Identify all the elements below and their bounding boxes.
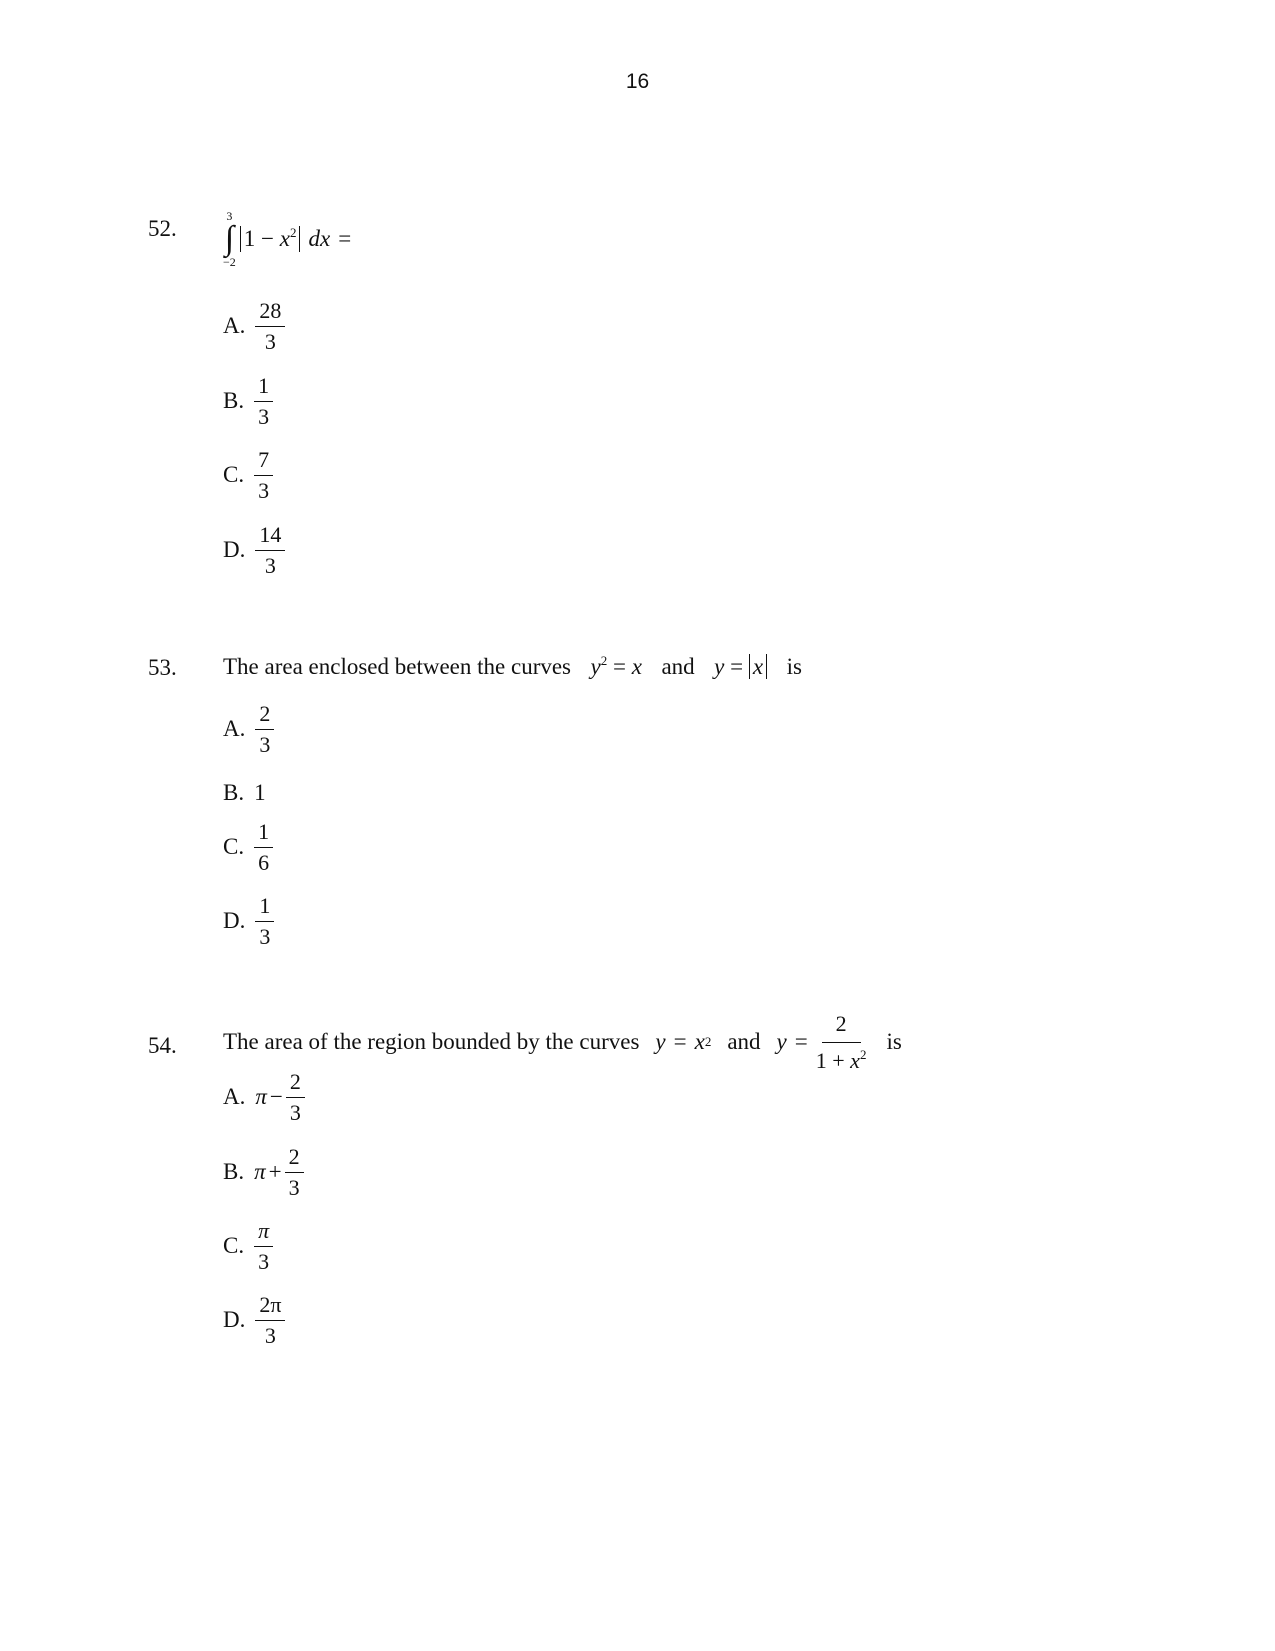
fraction-numerator: 2 xyxy=(822,1010,861,1043)
question-54-option-c[interactable] xyxy=(223,1217,273,1275)
option-value: 1 xyxy=(254,780,266,805)
curve1-exponent: 2 xyxy=(704,1034,712,1049)
question-53-option-d[interactable] xyxy=(223,892,274,950)
curve1-equals: = xyxy=(612,654,626,679)
option-label: B. xyxy=(223,388,245,413)
stem-text-before: The area of the region bounded by the curves xyxy=(223,1029,640,1054)
curve2-equals: = xyxy=(794,1029,808,1054)
pi-symbol: π xyxy=(254,1159,266,1184)
fraction-numerator: 2 xyxy=(285,1143,304,1173)
curve1-exponent: 2 xyxy=(600,653,608,668)
option-label: B. xyxy=(223,1159,245,1184)
curve1-variable: x xyxy=(694,1029,705,1054)
option-label: D. xyxy=(223,1307,246,1332)
question-53-option-c[interactable] xyxy=(223,818,273,876)
fraction-numerator: 1 xyxy=(255,892,274,922)
curve1-rhs: x xyxy=(631,654,642,679)
option-fraction xyxy=(285,1143,304,1201)
fraction-denominator: 3 xyxy=(264,328,276,354)
option-fraction xyxy=(255,297,285,355)
option-label: A. xyxy=(223,313,246,338)
option-label: D. xyxy=(223,908,246,933)
question-54-stem xyxy=(223,1010,902,1074)
question-52-option-d[interactable] xyxy=(223,521,285,579)
option-fraction xyxy=(255,892,274,950)
question-54-option-a[interactable] xyxy=(223,1068,305,1126)
question-52-option-b[interactable] xyxy=(223,372,273,430)
integral-limits xyxy=(223,210,236,268)
fraction-numerator: 14 xyxy=(255,521,285,551)
option-operator: + xyxy=(268,1159,282,1184)
denominator-constant: 1 xyxy=(815,1047,827,1073)
fraction-denominator: 3 xyxy=(288,1174,300,1200)
fraction-numerator: 7 xyxy=(254,446,273,476)
option-label: C. xyxy=(223,1233,245,1258)
question-53-option-a[interactable] xyxy=(223,700,274,758)
curve2-lhs: y xyxy=(714,654,725,679)
curve1-equals: = xyxy=(673,1029,687,1054)
option-fraction xyxy=(254,1217,273,1275)
curve2-equals: = xyxy=(730,654,744,679)
integrand-constant: 1 xyxy=(243,226,256,252)
fraction-numerator: 2 xyxy=(255,700,274,730)
option-fraction xyxy=(255,700,274,758)
fraction-denominator xyxy=(812,1043,871,1075)
integral-sign-icon: ∫ xyxy=(224,220,235,257)
question-53-stem xyxy=(223,653,802,680)
fraction-denominator: 3 xyxy=(264,552,276,578)
pi-symbol: π xyxy=(255,1084,267,1109)
fraction-denominator: 3 xyxy=(289,1099,301,1125)
definite-integral xyxy=(223,210,351,268)
option-label: B. xyxy=(223,780,245,805)
stem-text-after: is xyxy=(886,1029,902,1054)
fraction-denominator: 3 xyxy=(259,923,271,949)
denominator-operator: + xyxy=(832,1047,845,1073)
stem-text-after: is xyxy=(786,654,802,679)
integrand-operator: − xyxy=(261,226,275,252)
stem-text-before: The area enclosed between the curves xyxy=(223,654,572,679)
fraction-denominator: 3 xyxy=(259,731,271,757)
page-number: 16 xyxy=(625,70,650,93)
fraction-denominator: 3 xyxy=(264,1322,276,1348)
option-operator: − xyxy=(269,1084,283,1109)
curve1-lhs: y xyxy=(655,1029,666,1054)
curve2-lhs: y xyxy=(776,1029,787,1054)
equals-sign: = xyxy=(338,226,352,251)
fraction-denominator: 3 xyxy=(258,403,270,429)
option-label: C. xyxy=(223,834,245,859)
option-fraction xyxy=(255,521,285,579)
fraction-numerator: π xyxy=(254,1217,273,1247)
fraction-numerator: 28 xyxy=(255,297,285,327)
fraction-denominator: 6 xyxy=(258,849,270,875)
integral-lower-limit: −2 xyxy=(223,255,236,269)
question-53-number: 53. xyxy=(148,655,177,680)
curve2-fraction xyxy=(812,1010,871,1074)
integrand-exponent: 2 xyxy=(289,225,297,241)
option-fraction xyxy=(254,446,273,504)
fraction-denominator: 3 xyxy=(258,477,270,503)
question-54-number: 54. xyxy=(148,1033,177,1058)
fraction-numerator: 2π xyxy=(255,1291,285,1321)
denominator-variable: x xyxy=(850,1047,860,1073)
stem-connector: and xyxy=(727,1029,761,1054)
option-fraction xyxy=(286,1068,305,1126)
fraction-numerator: 2 xyxy=(286,1068,305,1098)
option-fraction xyxy=(255,1291,285,1349)
option-fraction xyxy=(254,372,273,430)
curve2-absolute-value: x xyxy=(749,654,767,679)
integral-upper-limit: 3 xyxy=(226,209,233,223)
fraction-denominator: 3 xyxy=(258,1248,270,1274)
option-label: D. xyxy=(223,537,246,562)
integral-differential: dx xyxy=(308,226,331,251)
option-fraction xyxy=(254,818,273,876)
stem-connector: and xyxy=(661,654,695,679)
question-52-option-a[interactable] xyxy=(223,297,285,355)
question-52-stem xyxy=(223,200,351,268)
question-52-option-c[interactable] xyxy=(223,446,273,504)
fraction-numerator: 1 xyxy=(254,372,273,402)
option-label: A. xyxy=(223,716,246,741)
fraction-numerator: 1 xyxy=(254,818,273,848)
question-53-option-b[interactable] xyxy=(223,780,266,806)
curve1-lhs: y xyxy=(590,654,601,679)
denominator-exponent: 2 xyxy=(859,1046,867,1062)
question-54-option-d[interactable] xyxy=(223,1291,285,1349)
option-label: C. xyxy=(223,462,245,487)
integrand-variable: x xyxy=(279,226,290,252)
option-label: A. xyxy=(223,1084,246,1109)
question-54-option-b[interactable] xyxy=(223,1143,304,1201)
absolute-value-integrand xyxy=(240,226,301,251)
question-52-number: 52. xyxy=(148,216,177,241)
